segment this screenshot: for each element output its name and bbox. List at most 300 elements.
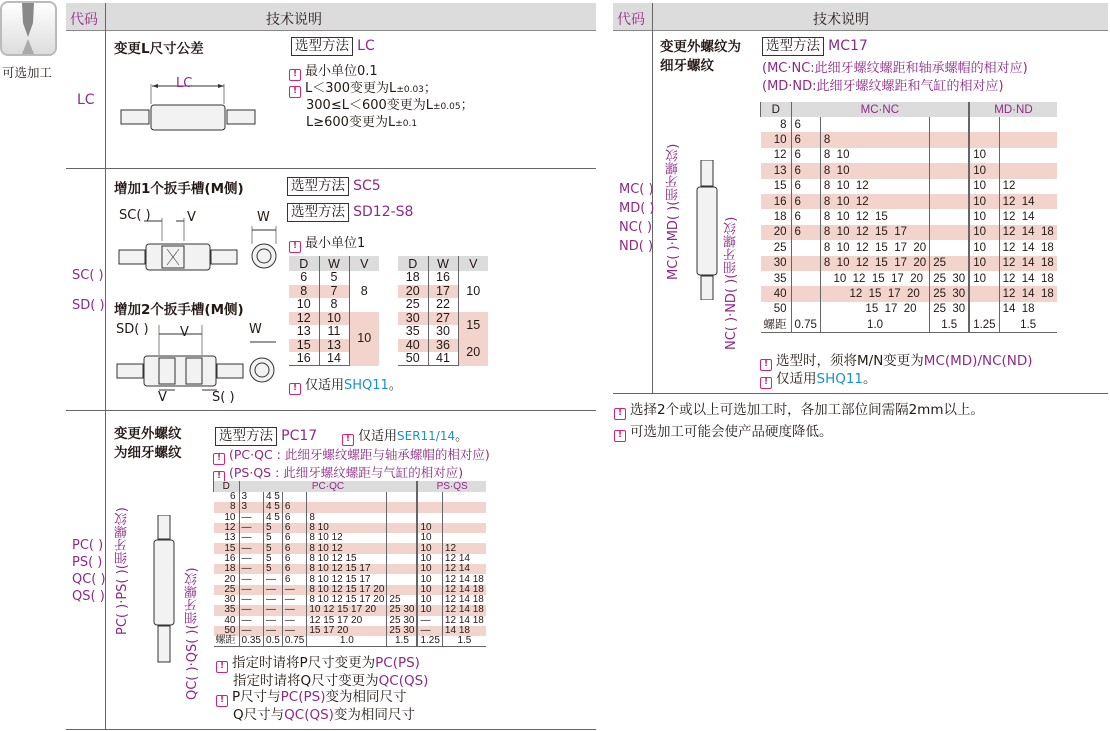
sc-method-1 [287,177,381,196]
table-cell: 5 [263,554,282,564]
code-qs: QS( ) [72,589,105,604]
table-cell: 6 [282,543,306,553]
note-text: 指定时请将P尺寸变更为 [232,655,376,671]
table-cell: 14 [319,352,349,366]
shq11-link[interactable]: SHQ11 [344,378,389,393]
notice-icon: ! [213,453,225,465]
v-cell: 15 [458,312,488,339]
d-cell: 25 [224,583,236,595]
table-row [214,523,486,533]
table-cell: 12 14 [999,194,1057,209]
table-cell: 6 [791,148,820,163]
table-cell: 10 [319,312,349,326]
table-row [761,256,1057,271]
table-cell: — [263,605,282,615]
table-cell: 8 10 12 [820,179,929,194]
table-cell: 8 10 [820,163,929,178]
table-cell: 5 [263,533,282,543]
table-row [761,148,1057,163]
table-cell: 6 [791,225,820,240]
pc-method [215,425,468,446]
table-cell: 6 [791,132,820,147]
notice-icon: ! [289,241,301,253]
pc-ps-vertical-label: PC( )·PS( )(细牙螺纹) [115,507,130,635]
table-cell [442,502,485,512]
table-cell: 6 [791,209,820,224]
tolerance: ±0.03 [396,85,424,95]
note-text: ； [423,81,437,96]
table-cell: 16 [428,271,458,285]
notice-icon: ! [760,377,772,389]
table-cell: 12 14 18 [442,616,485,626]
pitch-cell: 1.5 [387,636,418,647]
table-cell: — [239,533,263,543]
table-cell: — [239,616,263,626]
table-row [761,302,1057,317]
optional-processing-label: 可选加工 [2,65,53,80]
title-line: 为细牙螺纹 [114,445,182,461]
table-cell: 8 [820,132,929,147]
table-cell: 10 [969,148,999,163]
table-row [289,312,379,326]
table-cell [969,132,999,147]
code-md: MD( ) [619,201,655,216]
table-cell: 41 [428,352,458,366]
sc-title-1: 增加1个扳手槽(M侧) [114,181,244,197]
pitch-cell: 0.75 [791,317,820,332]
table-cell: — [282,616,306,626]
table-cell: 8 10 [820,148,929,163]
v-label: V [187,210,196,225]
pitch-row [761,317,1057,332]
table-cell [417,492,442,502]
table-row [289,271,379,285]
table-cell: — [282,585,306,595]
note-text: 选型时，须将M/N变更为 [776,353,924,369]
desc-column-header: 技术说明 [266,12,322,28]
column-header: PS·QS [417,481,485,492]
table-cell: 15 17 20 [307,626,387,636]
note-text: 。 [863,371,877,387]
table-row [761,209,1057,224]
table-cell: 25 [405,297,420,312]
table-cell [791,286,820,301]
mc-title [660,38,741,76]
table-cell: 8 [300,283,308,298]
table-row [214,564,486,574]
table-cell: 12 14 18 [999,286,1057,301]
d-cell: 20 [773,226,787,239]
pc-drawing [150,515,180,669]
qc-qs-vertical-label: QC( )·QS( )(细牙螺纹) [185,567,200,700]
table-row [761,286,1057,301]
table-cell [930,225,969,240]
note-text: 可选加工可能会使产品硬度降低。 [630,424,833,440]
pitch-cell: 1.5 [999,317,1057,332]
table-cell [999,132,1057,147]
column-header: D [398,256,428,271]
method-label: 选型方法 [291,37,353,56]
table-cell: 6 [282,533,306,543]
table-cell: 8 10 12 [307,533,387,543]
table-cell: — [239,523,263,533]
table-row [761,225,1057,240]
column-header: PC·QC [239,481,417,492]
note-code: QC(QS) [378,673,429,689]
note-text: 变为相同尺寸 [325,689,407,705]
table-cell: 17 [428,285,458,299]
table-cell: 6 [791,179,820,194]
shq11-link[interactable]: SHQ11 [816,371,864,387]
table-cell: 12 [442,543,485,553]
d-cell: 35 [773,272,787,285]
sc-method-2 [287,203,413,222]
note-code: MC(MD)/NC(ND) [923,353,1033,369]
table-cell: 25 30 [930,286,969,301]
note-text: 最小单位0.1 [305,64,378,79]
mc-method [762,37,868,56]
ser-link[interactable]: SER11/14 [397,429,456,443]
d-cell: 6 [229,491,236,503]
table-cell: — [263,626,282,636]
mc-codes [619,180,655,256]
v-cell: 20 [458,339,488,366]
notice-icon: ! [289,69,301,81]
table-row [761,163,1057,178]
table-cell [930,163,969,178]
table-cell: — [239,605,263,615]
table-cell: 5 [263,543,282,553]
note-text: 指定时请将Q尺寸变更为 [233,673,379,689]
table-cell: 10 [417,595,442,605]
table-row [214,492,486,502]
table-cell: 15 17 20 [820,302,929,317]
lc-notes [289,64,474,132]
table-cell: 6 [282,574,306,584]
code-nd: ND( ) [619,239,654,254]
table-cell: — [239,564,263,574]
code-sd: SD( ) [72,298,105,313]
sc-note-min [289,236,365,253]
table-cell: 10 [969,194,999,209]
table-cell [387,554,418,564]
table-cell: 10 12 15 17 20 [307,605,387,615]
table-cell [387,492,418,502]
table-cell: 30 [405,310,420,325]
table-cell: 12 [296,310,311,325]
d-cell: 8 [780,118,787,131]
table-cell: 20 [405,283,420,298]
note-text: (MD·ND:此细牙螺纹螺距和气缸的相对应) [762,79,1004,94]
note-text: (PS·QS : 此细牙螺纹螺距与气缸的相对应) [229,465,464,480]
table-cell: 3 [239,502,263,512]
notice-icon: ! [614,408,626,420]
method-label: 选型方法 [287,203,349,222]
column-header: V [349,256,379,271]
table-cell: 14 18 [999,302,1057,317]
table-cell: 4 5 [263,492,282,502]
table-cell [930,209,969,224]
table-cell: 4 5 [263,513,282,523]
pc-title [114,425,182,463]
d-cell: 10 [224,511,236,523]
table-cell: 12 14 18 [442,585,485,595]
column-header: MC·NC [791,102,969,117]
table-cell: 12 15 17 20 [307,616,387,626]
method-code: MC17 [828,38,868,54]
lc-drawing [118,74,268,138]
d-cell: 16 [773,195,787,208]
table-cell: 10 [417,574,442,584]
table-cell: 25 30 [387,626,418,636]
d-cell: 50 [224,625,236,636]
table-cell: 10 [417,605,442,615]
v-cell: 10 [349,312,379,366]
note-text: 最小单位1 [305,236,366,251]
method-code: SC5 [353,178,381,194]
table-cell: 10 [969,271,999,286]
table-cell [969,117,999,132]
column-header: D [289,256,319,271]
table-cell: 10 [417,564,442,574]
table-cell: 6 [282,554,306,564]
table-cell: 50 [398,352,428,366]
table-cell: 10 [969,256,999,271]
notice-icon: ! [289,383,301,395]
table-row [761,271,1057,286]
table-cell: 8 10 12 15 17 20 [307,585,387,595]
table-cell: 12 14 18 [999,271,1057,286]
note-text: 仅适用 [305,378,345,393]
table-row [214,502,486,512]
table-cell: 12 14 [999,209,1057,224]
d-cell: 12 [224,522,236,534]
pitch-label: 螺距 [761,317,792,332]
pc-notes [216,655,428,723]
wrench-slot-table-left [289,256,379,366]
table-row [398,271,488,285]
table-cell: 22 [428,298,458,312]
table-cell: 8 10 12 15 [820,209,929,224]
note-text: P尺寸与 [232,689,281,705]
table-cell: 25 30 [930,271,969,286]
table-row [214,533,486,543]
pitch-row [214,636,486,647]
table-cell: 30 [428,325,458,339]
table-cell: 18 [405,270,420,285]
notice-icon: ! [213,471,225,483]
pc-codes [72,537,106,605]
table-cell: — [282,595,306,605]
table-cell: 6 [282,523,306,533]
title-line: 变更外螺纹为 [660,39,741,55]
method-code: LC [357,38,375,54]
table-cell [417,502,442,512]
footer-notes [614,399,984,443]
w-label: W [249,322,262,337]
note-text: 300≤L＜600变更为L [306,98,434,113]
table-cell [820,117,929,132]
table-cell: — [239,574,263,584]
sc-label: SC( ) [119,208,151,223]
table-cell: — [282,605,306,615]
d-cell: 18 [773,211,787,224]
note-text: 变为相同尺寸 [333,707,415,723]
table-cell: 12 [999,179,1057,194]
pitch-cell: 1.0 [820,317,929,332]
note-text: Q尺寸与 [233,707,285,723]
v-cell: 8 [349,271,379,312]
note-text: ； [460,98,474,113]
note-text: 。 [455,429,469,444]
d-cell: 15 [773,180,787,193]
table-cell: — [263,585,282,595]
note-text: (MC·NC:此细牙螺纹螺距和轴承螺帽的相对应) [762,61,1028,76]
column-header: W [319,256,349,271]
method-code: PC17 [281,428,318,444]
table-cell [930,194,969,209]
table-cell: 6 [300,270,308,285]
table-cell: 8 10 12 15 [307,554,387,564]
notice-icon: ! [614,430,626,442]
table-cell [442,513,485,523]
note-text: L≥600变更为L [306,115,396,130]
code-qc: QC( ) [72,572,106,587]
table-cell: 10 [969,209,999,224]
table-row [761,117,1057,132]
header-row [761,102,1057,117]
table-cell: — [282,626,306,636]
note-code: PC(PS) [280,689,326,705]
method-label: 选型方法 [215,427,277,446]
table-cell [442,492,485,502]
table-cell [791,256,820,271]
table-cell: 10 12 15 17 20 [820,271,929,286]
table-cell: 7 [319,285,349,299]
table-cell: 8 10 12 15 17 [820,225,929,240]
column-header: D [761,102,792,117]
table-cell: 12 15 17 20 [820,286,929,301]
table-cell: 10 [417,554,442,564]
table-cell: 12 14 18 [999,225,1057,240]
table-cell: 8 10 12 [820,194,929,209]
fine-thread-table-mc [760,102,1057,333]
d-cell: 40 [224,614,236,626]
title-line: 细牙螺纹 [660,58,714,74]
lc-title: 变更L尺寸公差 [114,41,204,57]
column-header: MD·ND [969,102,1057,117]
table-cell [930,179,969,194]
pitch-cell: 0.5 [263,636,282,647]
table-cell: 12 14 [442,554,485,564]
table-cell: 12 14 18 [442,605,485,615]
pitch-cell: 1.25 [969,317,999,332]
table-cell [999,163,1057,178]
sc-note-only [289,378,402,395]
table-cell: 11 [319,325,349,339]
table-cell: 25 30 [387,605,418,615]
d-cell: 25 [773,241,787,254]
fine-thread-table-pc [213,481,486,647]
table-cell: 25 30 [387,616,418,626]
table-cell [930,148,969,163]
table-cell [307,502,387,512]
header-row [289,256,379,271]
table-cell [387,564,418,574]
left-table-header [66,3,596,31]
sc-title-2: 增加2个扳手槽(M侧) [114,302,244,318]
method-code: SD12-S8 [353,204,414,220]
code-sc: SC( ) [72,268,104,283]
lc-method [291,37,375,56]
code-pc: PC( ) [72,538,104,553]
table-cell: 8 10 12 15 17 20 [820,256,929,271]
table-cell [999,117,1057,132]
table-cell [791,240,820,255]
table-cell [442,523,485,533]
d-cell: 40 [773,287,787,300]
d-cell: 20 [224,573,236,585]
s-label: S( ) [212,390,235,405]
table-cell [791,302,820,317]
d-cell: 13 [773,164,787,177]
column-header: D [214,481,240,492]
note-code: QC(QS) [284,707,334,723]
table-cell: 13 [319,339,349,353]
table-cell: 10 [969,179,999,194]
table-cell: 5 [263,523,282,533]
table-cell: 5 [263,564,282,574]
d-cell: 30 [224,594,236,606]
pitch-cell: 1.0 [307,636,387,647]
nc-nd-vertical-label: NC( )·ND( )(细牙螺纹) [724,216,739,350]
table-cell: 6 [791,117,820,132]
code-column-header: 代码 [617,12,645,28]
note-text: 仅适用 [357,429,397,444]
table-row [761,179,1057,194]
title-line: 变更外螺纹 [114,426,182,442]
table-cell: 12 14 18 [999,240,1057,255]
table-cell: 10 [417,543,442,553]
mc-paren-notes [762,60,1028,96]
table-cell [930,117,969,132]
table-cell: — [263,595,282,605]
tolerance: ±0.05 [433,102,461,112]
table-cell: 15 [296,337,311,352]
table-cell: 16 [289,352,319,366]
d-cell: 35 [224,604,236,616]
table-row [214,513,486,523]
table-cell: 10 [969,240,999,255]
table-cell [442,533,485,543]
v-cell: 10 [458,271,488,312]
table-cell: 6 [282,564,306,574]
table-cell: 10 [296,297,311,312]
table-cell: 8 10 12 15 17 [307,564,387,574]
pc-paren-notes [213,447,490,483]
right-table-header [613,3,1108,31]
table-row [761,132,1057,147]
table-cell: — [239,543,263,553]
table-cell: 6 [791,163,820,178]
table-cell [387,543,418,553]
table-cell: 10 [417,523,442,533]
table-cell: — [417,616,442,626]
table-cell: 12 14 18 [999,256,1057,271]
v-label: V [180,325,189,340]
pitch-label: 螺距 [214,636,240,647]
table-cell: 14 18 [442,626,485,636]
